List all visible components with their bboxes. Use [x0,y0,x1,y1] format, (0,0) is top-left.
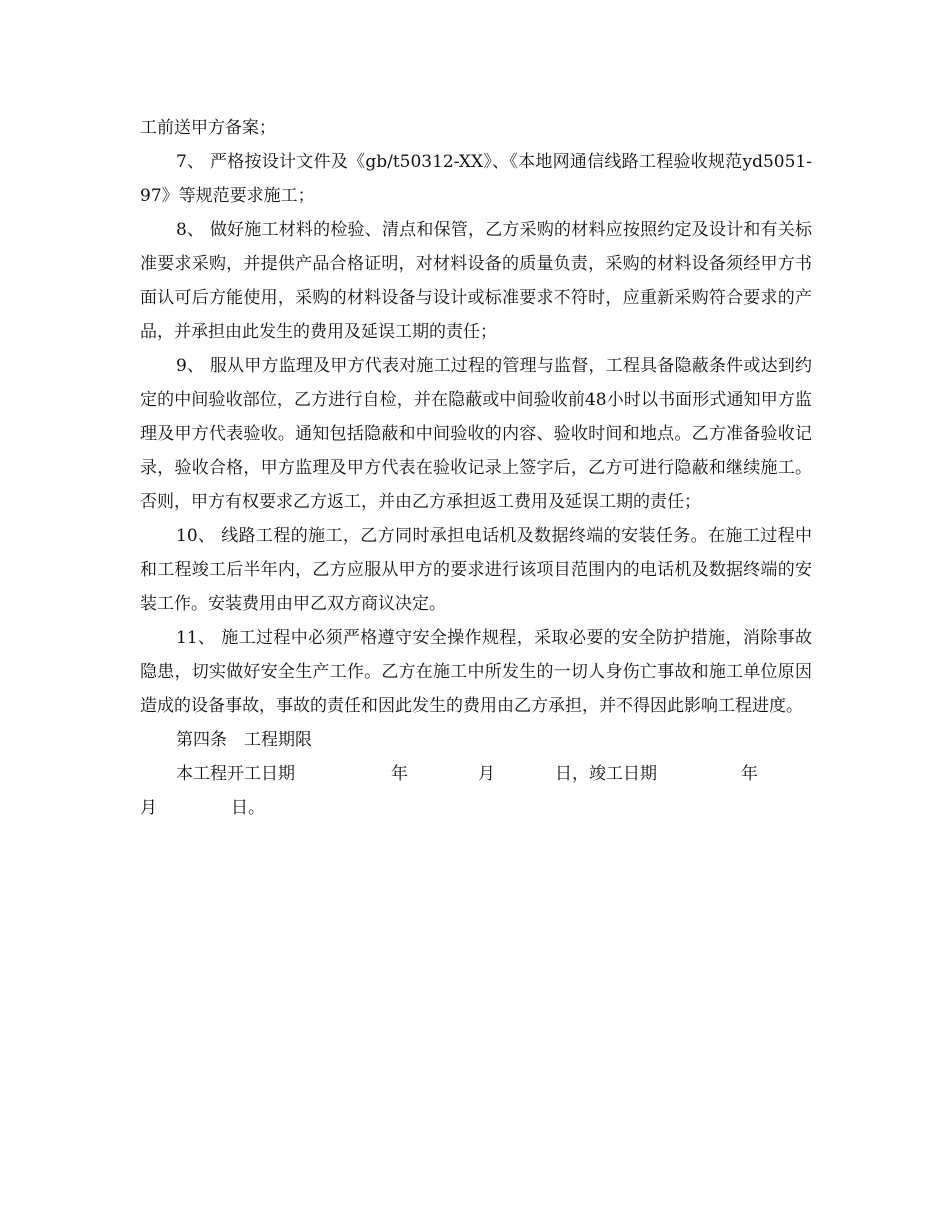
list-item-11: 11、 施工过程中必须严格遵守安全操作规程，采取必要的安全防护措施，消除事故隐患，切实做好安全生产工作。乙方在施工中所发生的一切人身伤亡事故和施工单位原因造成的设备事故，事故的责任和因此发生的费用由乙方承担，并不得因此影响工程进度。 [140,628,812,716]
date-line [140,757,812,825]
start-day-label: 日，竣工日期 [555,764,657,784]
list-item-7: 7、 严格按设计文件及《gb/t50312-XX》、《本地网通信线路工程验收规范yd5051-97》等规范要求施工； [140,152,812,206]
start-date-label: 本工程开工日期 [176,764,295,784]
continuation-line: 工前送甲方备案； [140,118,276,138]
list-item-8: 8、 做好施工材料的检验、清点和保管，乙方采购的材料应按照约定及设计和有关标准要求采购，并提供产品合格证明，对材料设备的质量负责，采购的材料设备须经甲方书面认可后方能使用，采购的材料设备与设计或标准要求不符时，应重新采购符合要求的产品，并承担由此发生的费用及延误工期的责任； [140,220,812,342]
end-day-label: 日。 [231,798,265,818]
start-month-label: 月 [478,764,495,784]
start-year-label: 年 [391,764,408,784]
end-month-label: 月 [140,798,157,818]
section-heading: 第四条 工程期限 [176,730,312,750]
list-item-10: 10、 线路工程的施工，乙方同时承担电话机及数据终端的安装任务。在施工过程中和工程竣工后半年内，乙方应服从甲方的要求进行该项目范围内的电话机及数据终端的安装工作。安装费用由甲乙双方商议决定。 [140,526,812,614]
end-year-label: 年 [741,764,758,784]
list-item-9: 9、 服从甲方监理及甲方代表对施工过程的管理与监督，工程具备隐蔽条件或达到约定的中间验收部位，乙方进行自检，并在隐蔽或中间验收前48小时以书面形式通知甲方监理及甲方代表验收。通知包括隐蔽和中间验收的内容、验收时间和地点。乙方准备验收记录，验收合格，甲方监理及甲方代表在验收记录上签字后，乙方可进行隐蔽和继续施工。否则，甲方有权要求乙方返工，并由乙方承担返工费用及延误工期的责任； [140,356,812,512]
document-body [140,111,812,825]
